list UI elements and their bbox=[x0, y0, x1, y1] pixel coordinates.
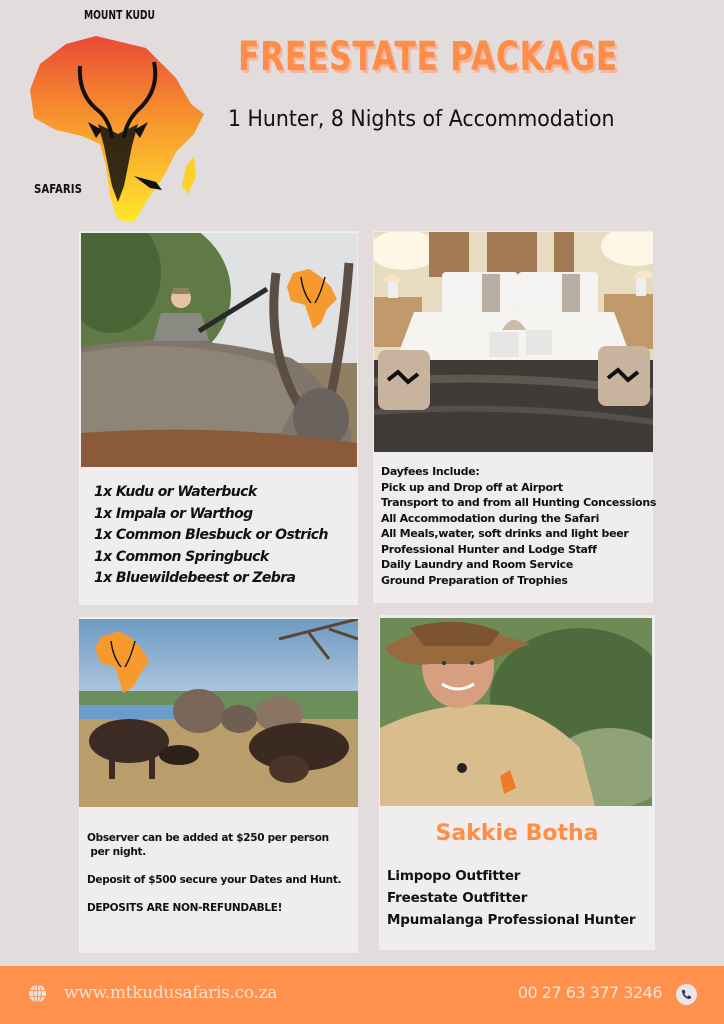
trophy-item: 1x Kudu or Waterbuck bbox=[94, 484, 257, 500]
professional-hunter-card bbox=[379, 615, 655, 950]
hunter-roles bbox=[387, 865, 635, 931]
phone-number[interactable]: 00 27 63 377 3246 bbox=[517, 983, 662, 1002]
dayfees-item: Ground Preparation of Trophies bbox=[381, 573, 568, 587]
non-refundable-warning: DEPOSITS ARE NON-REFUNDABLE! bbox=[87, 902, 283, 914]
logo-bottom-text: SAFARIS bbox=[34, 182, 82, 196]
phone-icon bbox=[676, 984, 697, 1005]
trophy-item: 1x Common Springbuck bbox=[94, 548, 269, 565]
footer bbox=[0, 966, 724, 1024]
dayfees-item: All Accommodation during the Safari bbox=[381, 511, 600, 525]
deposit-info: Deposit of $500 secure your Dates and Hunt. bbox=[87, 874, 342, 886]
trophy-list bbox=[94, 482, 328, 590]
hunter-role: Limpopo Outfitter bbox=[387, 868, 521, 884]
hunter-portrait-photo bbox=[380, 618, 652, 806]
dayfees-heading: Dayfees Include: bbox=[381, 465, 480, 478]
dayfees-item: Pick up and Drop off at Airport bbox=[381, 480, 563, 494]
observer-price-line2: per night. bbox=[87, 846, 146, 858]
pricing-info-card bbox=[79, 617, 358, 953]
logo-top-text: MOUNT KUDU bbox=[84, 8, 155, 22]
trophies-card bbox=[79, 231, 358, 605]
page-title: FREESTATE PACKAGE bbox=[238, 34, 619, 80]
dayfees-item: Transport to and from all Hunting Concessions bbox=[381, 496, 657, 509]
observer-price-line1: Observer can be added at $250 per person bbox=[87, 832, 329, 844]
brand-logo bbox=[26, 8, 206, 226]
buffalo-herd-photo bbox=[79, 619, 358, 807]
hunter-role: Mpumalanga Professional Hunter bbox=[387, 912, 636, 928]
trophy-item: 1x Impala or Warthog bbox=[94, 505, 253, 522]
lodge-bedroom-photo bbox=[374, 232, 653, 452]
page-subtitle: 1 Hunter, 8 Nights of Accommodation bbox=[228, 107, 615, 132]
hunter-role: Freestate Outfitter bbox=[387, 890, 528, 906]
dayfees-card bbox=[373, 231, 657, 603]
website-link[interactable]: www.mtkudusafaris.co.za bbox=[64, 983, 278, 1003]
dayfees-list bbox=[381, 464, 656, 588]
globe-icon bbox=[28, 984, 47, 1003]
africa-kudu-logo-icon bbox=[26, 26, 206, 226]
waterbuck-trophy-photo bbox=[81, 233, 357, 467]
trophy-item: 1x Bluewildebeest or Zebra bbox=[94, 570, 296, 586]
pricing-info-text bbox=[87, 831, 341, 929]
dayfees-item: Daily Laundry and Room Service bbox=[381, 558, 574, 571]
trophy-item: 1x Common Blesbuck or Ostrich bbox=[94, 527, 328, 543]
dayfees-item: All Meals,water, soft drinks and light beer bbox=[381, 527, 629, 540]
dayfees-item: Professional Hunter and Lodge Staff bbox=[381, 542, 597, 556]
hunter-name: Sakkie Botha bbox=[435, 821, 599, 846]
